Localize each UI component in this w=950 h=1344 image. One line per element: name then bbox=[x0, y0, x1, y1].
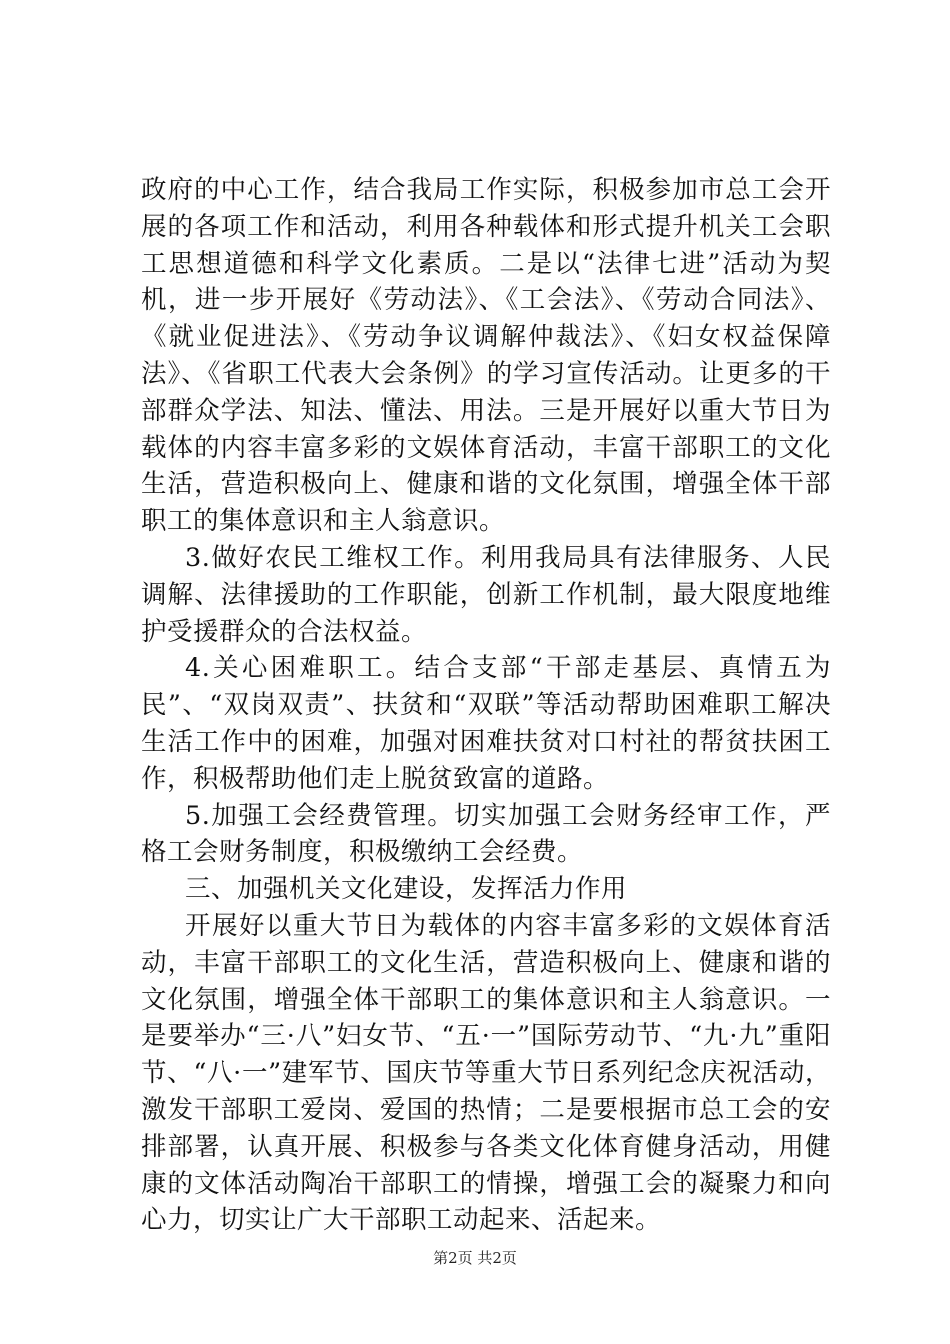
paragraph-item-3: 3.做好农民工维权工作。利用我局具有法律服务、人民调解、法律援助的工作职能，创新工作机制，最大限度地维护受援群众的合法权益。 bbox=[141, 542, 831, 647]
paragraph-item-5: 5.加强工会经费管理。切实加强工会财务经审工作，严格工会财务制度，积极缴纳工会经费。 bbox=[141, 800, 831, 868]
page-footer: 第2页 共2页 bbox=[433, 1249, 517, 1267]
paragraph-section-3-body: 开展好以重大节日为载体的内容丰富多彩的文娱体育活动，丰富干部职工的文化生活，营造积极向上、健康和谐的文化氛围，增强全体干部职工的集体意识和主人翁意识。一是要举办“三·八”妇女节、“五·一”国际劳动节、“九·九”重阳节、“八·一”建军节、国庆节等重大节日系列纪念庆祝活动，激发干部职工爱岗、爱国的热情；二是要根据市总工会的安排部署，认真开展、积极参与各类文化体育健身活动，用健康的文体活动陶冶干部职工的情操，增强工会的凝聚力和向心力，切实让广大干部职工动起来、活起来。 bbox=[141, 910, 831, 1236]
paragraph-continuation: 政府的中心工作，结合我局工作实际，积极参加市总工会开展的各项工作和活动，利用各种载体和形式提升机关工会职工思想道德和科学文化素质。二是以“法律七进”活动为契机，进一步开展好《劳动法》、《工会法》、《劳动合同法》、《就业促进法》、《劳动争议调解仲裁法》、《妇女权益保障法》、《省职工代表大会条例》的学习宣传活动。让更多的干部群众学法、知法、懂法、用法。三是开展好以重大节日为载体的内容丰富多彩的文娱体育活动，丰富干部职工的文化生活，营造积极向上、健康和谐的文化氛围，增强全体干部职工的集体意识和主人翁意识。 bbox=[141, 175, 831, 537]
section-heading: 三、加强机关文化建设，发挥活力作用 bbox=[185, 874, 628, 905]
paragraph-item-4: 4.关心困难职工。结合支部“干部走基层、真情五为民”、“双岗双责”、扶贫和“双联”等活动帮助困难职工解决生活工作中的困难，加强对困难扶贫对口村社的帮贫扶困工作，积极帮助他们走上脱贫致富的道路。 bbox=[141, 653, 831, 794]
document-body bbox=[141, 172, 831, 1239]
